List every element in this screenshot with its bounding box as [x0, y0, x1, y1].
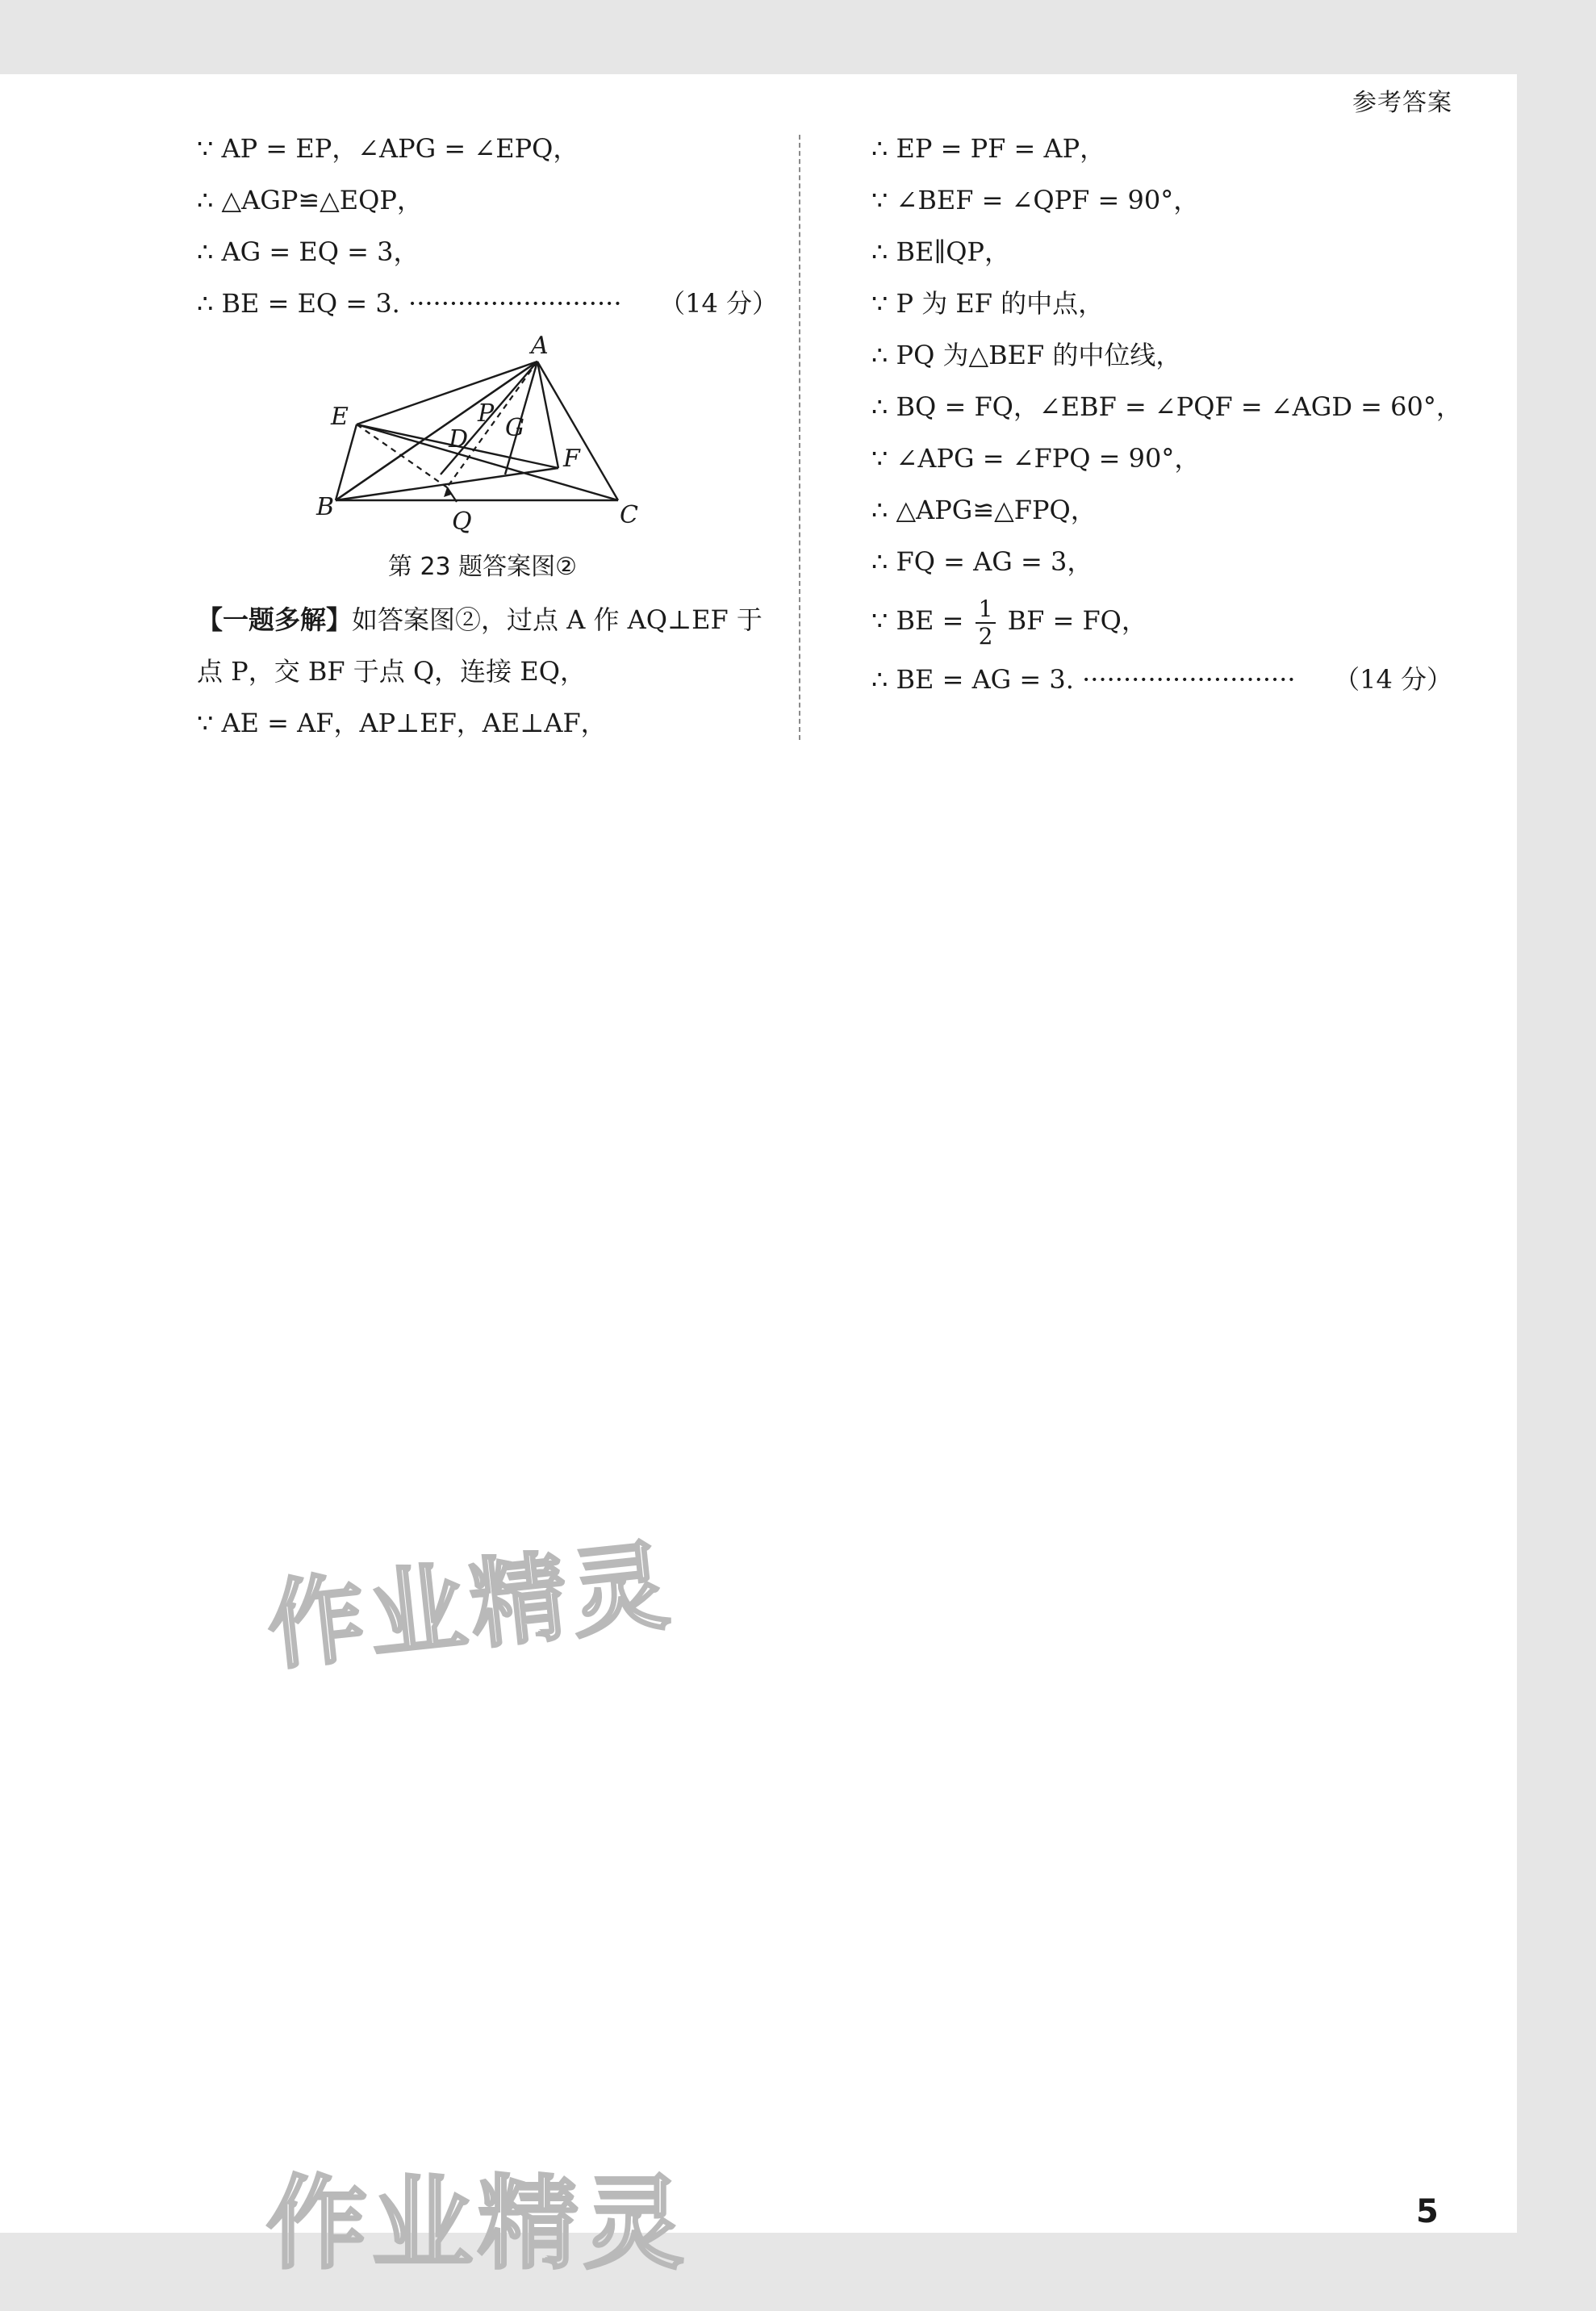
- proof-line-text: ∴ BE = EQ = 3. ··························: [197, 288, 622, 319]
- proof-line: ∵ AE = AF，AP⊥EF，AE⊥AF，: [197, 708, 607, 738]
- point-label-B: B: [316, 493, 335, 521]
- alt-solution-line: [197, 594, 778, 646]
- proof-line: ∵ AP = EP，∠APG = ∠EPQ，: [197, 133, 579, 164]
- point-label-Q: Q: [452, 508, 472, 536]
- point-label-F: F: [563, 445, 580, 473]
- score-label: （14 分）: [1334, 664, 1452, 695]
- fraction-proof-line: [871, 587, 1452, 654]
- right-column: [871, 123, 1462, 705]
- proof-line: ∴ PQ 为△BEF 的中位线，: [871, 340, 1182, 370]
- proof-line-text: ∴ BE = AG = 3. ··························: [871, 664, 1296, 695]
- page-number: 5: [1416, 2193, 1439, 2230]
- proof-line: 点 P，交 BF 于点 Q，连接 EQ，: [197, 656, 586, 687]
- point-label-E: E: [331, 403, 349, 431]
- alt-solution-text: 如答案图②，过点 A 作 AQ⊥EF 于: [352, 604, 762, 635]
- proof-line-with-score: [871, 654, 1452, 705]
- proof-line: ∴ BE∥QP，: [871, 236, 1010, 267]
- left-column: [197, 123, 778, 749]
- proof-line: ∴ EP = PF = AP，: [871, 133, 1106, 164]
- point-label-D: D: [449, 425, 469, 453]
- fraction-prefix: ∵ BE =: [871, 605, 964, 636]
- column-divider: [799, 135, 800, 740]
- fraction-numerator: 1: [976, 596, 996, 624]
- proof-line: ∵ ∠APG = ∠FPQ = 90°，: [871, 443, 1201, 474]
- proof-line: ∴ FQ = AG = 3，: [871, 546, 1093, 577]
- header-label: 参考答案: [1352, 89, 1452, 117]
- point-label-A: A: [531, 332, 549, 360]
- proof-line: ∵ P 为 EF 的中点，: [871, 288, 1105, 319]
- geometry-figure: [316, 329, 691, 547]
- score-label: （14 分）: [659, 288, 778, 319]
- fraction-suffix: BF = FQ，: [1007, 605, 1147, 636]
- segment-AF: [537, 361, 558, 468]
- point-label-C: C: [620, 501, 638, 529]
- point-label-P: P: [478, 399, 495, 428]
- proof-line-with-score: [197, 278, 778, 329]
- proof-line: ∴ △APG≌△FPQ，: [871, 495, 1097, 525]
- fraction-denominator: 2: [978, 622, 993, 650]
- watermark-logo: 作业精灵: [266, 2166, 689, 2283]
- triangle-diagram: [316, 329, 691, 547]
- watermark-logo: 作业精灵: [262, 1529, 679, 1684]
- proof-line: ∴ △AGP≌△EQP，: [197, 185, 423, 215]
- alt-solution-label: 【一题多解】: [197, 604, 353, 635]
- proof-line: ∴ AG = EQ = 3，: [197, 236, 420, 267]
- point-label-G: G: [505, 414, 524, 442]
- proof-line: ∴ BQ = FQ，∠EBF = ∠PQF = ∠AGD = 60°，: [871, 391, 1462, 422]
- fraction-one-half: [976, 596, 996, 650]
- proof-line: ∵ ∠BEF = ∠QPF = 90°，: [871, 185, 1200, 215]
- figure-caption: 第 23 题答案图②: [387, 553, 578, 581]
